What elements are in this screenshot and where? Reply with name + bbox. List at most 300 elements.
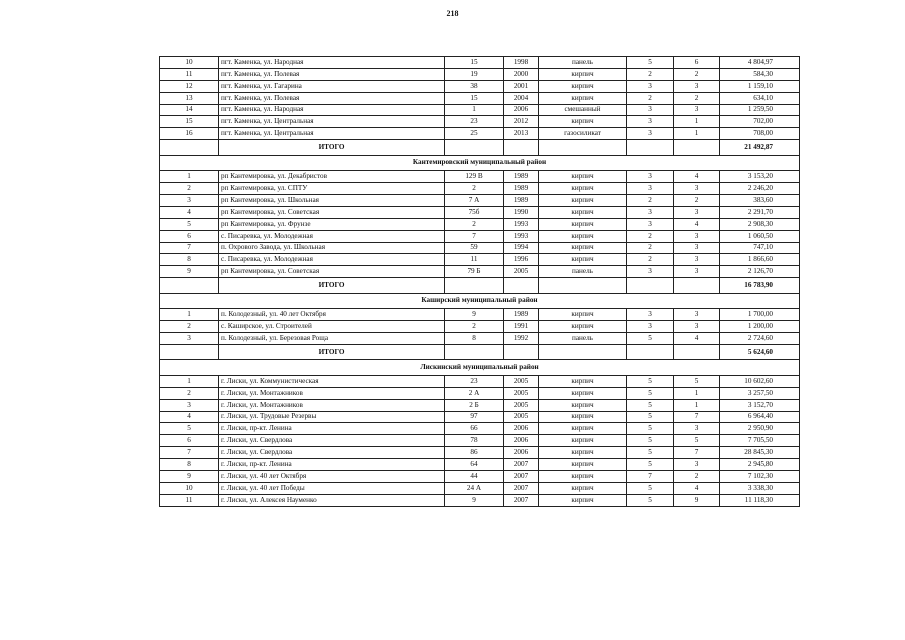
total-empty-cell (160, 344, 219, 360)
wall-material-cell: кирпич (539, 494, 627, 506)
area-cell: 1 200,00 (720, 321, 800, 333)
row-number-cell: 3 (160, 333, 219, 345)
house-number-cell: 44 (445, 471, 504, 483)
wall-material-cell: кирпич (539, 80, 627, 92)
entrances-cell: 5 (674, 375, 720, 387)
table-row (160, 411, 800, 423)
district-title: Кантемировский муниципальный район (160, 155, 800, 171)
entrances-cell: 7 (674, 411, 720, 423)
table-row (160, 309, 800, 321)
area-cell: 2 291,70 (720, 206, 800, 218)
table-row (160, 230, 800, 242)
wall-material-cell: кирпич (539, 92, 627, 104)
row-number-cell: 7 (160, 447, 219, 459)
wall-material-cell: панель (539, 57, 627, 69)
floors-cell: 3 (627, 309, 674, 321)
total-empty-cell (445, 344, 504, 360)
area-cell: 708,00 (720, 128, 800, 140)
row-number-cell: 9 (160, 266, 219, 278)
district-title: Лискинский муниципальный район (160, 360, 800, 376)
floors-cell: 3 (627, 266, 674, 278)
total-empty-cell (539, 278, 627, 294)
table-row (160, 80, 800, 92)
row-number-cell: 4 (160, 411, 219, 423)
floors-cell: 5 (627, 387, 674, 399)
address-cell: г. Лиски, ул. Монтажников (219, 387, 445, 399)
table-row (160, 423, 800, 435)
row-number-cell: 1 (160, 375, 219, 387)
year-cell: 2001 (504, 80, 539, 92)
wall-material-cell: кирпич (539, 195, 627, 207)
row-number-cell: 14 (160, 104, 219, 116)
table-row (160, 92, 800, 104)
housing-table (159, 56, 800, 507)
year-cell: 2005 (504, 387, 539, 399)
entrances-cell: 4 (674, 333, 720, 345)
entrances-cell: 1 (674, 128, 720, 140)
row-number-cell: 15 (160, 116, 219, 128)
table-row (160, 171, 800, 183)
row-number-cell: 6 (160, 230, 219, 242)
wall-material-cell: кирпич (539, 230, 627, 242)
address-cell: пгт. Каменка, ул. Полевая (219, 92, 445, 104)
row-number-cell: 1 (160, 171, 219, 183)
address-cell: г. Лиски, пр-кт. Ленина (219, 459, 445, 471)
year-cell: 2013 (504, 128, 539, 140)
floors-cell: 5 (627, 411, 674, 423)
area-cell: 1 866,60 (720, 254, 800, 266)
total-row (160, 140, 800, 156)
year-cell: 1989 (504, 195, 539, 207)
year-cell: 2006 (504, 447, 539, 459)
year-cell: 2006 (504, 423, 539, 435)
entrances-cell: 3 (674, 206, 720, 218)
row-number-cell: 3 (160, 399, 219, 411)
row-number-cell: 6 (160, 435, 219, 447)
table-row (160, 447, 800, 459)
address-cell: п. Охрового Завода, ул. Школьная (219, 242, 445, 254)
table-row (160, 435, 800, 447)
year-cell: 2004 (504, 92, 539, 104)
district-header-row (160, 293, 800, 309)
year-cell: 1989 (504, 309, 539, 321)
house-number-cell: 8 (445, 333, 504, 345)
area-cell: 3 257,50 (720, 387, 800, 399)
wall-material-cell: кирпич (539, 375, 627, 387)
table-row (160, 482, 800, 494)
year-cell: 2006 (504, 104, 539, 116)
entrances-cell: 2 (674, 471, 720, 483)
year-cell: 1998 (504, 57, 539, 69)
floors-cell: 7 (627, 471, 674, 483)
entrances-cell: 4 (674, 482, 720, 494)
floors-cell: 5 (627, 399, 674, 411)
page-number: 218 (446, 9, 459, 18)
floors-cell: 2 (627, 68, 674, 80)
year-cell: 2007 (504, 471, 539, 483)
row-number-cell: 11 (160, 68, 219, 80)
area-cell: 7 705,50 (720, 435, 800, 447)
entrances-cell: 1 (674, 399, 720, 411)
address-cell: г. Лиски, пр-кт. Ленина (219, 423, 445, 435)
total-empty-cell (160, 140, 219, 156)
house-number-cell: 2 (445, 321, 504, 333)
row-number-cell: 1 (160, 309, 219, 321)
table-row (160, 333, 800, 345)
entrances-cell: 3 (674, 104, 720, 116)
address-cell: с. Писаревка, ул. Молодежная (219, 230, 445, 242)
row-number-cell: 8 (160, 459, 219, 471)
address-cell: рп Кантемировка, ул. Советская (219, 266, 445, 278)
year-cell: 1993 (504, 218, 539, 230)
wall-material-cell: кирпич (539, 218, 627, 230)
total-empty-cell (627, 278, 674, 294)
house-number-cell: 66 (445, 423, 504, 435)
address-cell: г. Лиски, ул. Коммунистическая (219, 375, 445, 387)
table-row (160, 183, 800, 195)
house-number-cell: 129 В (445, 171, 504, 183)
wall-material-cell: кирпич (539, 242, 627, 254)
entrances-cell: 7 (674, 447, 720, 459)
house-number-cell: 2 (445, 183, 504, 195)
table-row (160, 494, 800, 506)
table-row (160, 459, 800, 471)
house-number-cell: 79 Б (445, 266, 504, 278)
wall-material-cell: кирпич (539, 171, 627, 183)
year-cell: 1989 (504, 183, 539, 195)
district-header-row (160, 155, 800, 171)
row-number-cell: 7 (160, 242, 219, 254)
year-cell: 2005 (504, 399, 539, 411)
district-title: Каширский муниципальный район (160, 293, 800, 309)
total-empty-cell (539, 344, 627, 360)
address-cell: п. Колодезный, ул. Березовая Роща (219, 333, 445, 345)
house-number-cell: 15 (445, 57, 504, 69)
floors-cell: 3 (627, 218, 674, 230)
entrances-cell: 3 (674, 183, 720, 195)
table-row (160, 68, 800, 80)
row-number-cell: 10 (160, 57, 219, 69)
year-cell: 2005 (504, 411, 539, 423)
entrances-cell: 1 (674, 116, 720, 128)
total-empty-cell (445, 278, 504, 294)
house-number-cell: 86 (445, 447, 504, 459)
floors-cell: 5 (627, 57, 674, 69)
address-cell: рп Кантемировка, ул. Декабристов (219, 171, 445, 183)
total-empty-cell (674, 140, 720, 156)
wall-material-cell: кирпич (539, 482, 627, 494)
address-cell: г. Лиски, ул. Алексея Науменко (219, 494, 445, 506)
total-empty-cell (539, 140, 627, 156)
area-cell: 2 724,60 (720, 333, 800, 345)
floors-cell: 5 (627, 447, 674, 459)
wall-material-cell: кирпич (539, 435, 627, 447)
address-cell: рп Кантемировка, ул. СПТУ (219, 183, 445, 195)
entrances-cell: 3 (674, 230, 720, 242)
table-row (160, 399, 800, 411)
address-cell: г. Лиски, ул. Монтажников (219, 399, 445, 411)
area-cell: 747,10 (720, 242, 800, 254)
year-cell: 1994 (504, 242, 539, 254)
table-row (160, 266, 800, 278)
entrances-cell: 9 (674, 494, 720, 506)
wall-material-cell: кирпич (539, 423, 627, 435)
floors-cell: 3 (627, 104, 674, 116)
total-empty-cell (504, 278, 539, 294)
floors-cell: 3 (627, 116, 674, 128)
house-number-cell: 25 (445, 128, 504, 140)
floors-cell: 5 (627, 435, 674, 447)
table-row (160, 104, 800, 116)
area-cell: 584,30 (720, 68, 800, 80)
area-cell: 2 908,30 (720, 218, 800, 230)
row-number-cell: 2 (160, 387, 219, 399)
table-row (160, 218, 800, 230)
address-cell: пгт. Каменка, ул. Центральная (219, 128, 445, 140)
area-cell: 7 102,30 (720, 471, 800, 483)
address-cell: г. Лиски, ул. Трудовые Резервы (219, 411, 445, 423)
area-cell: 3 338,30 (720, 482, 800, 494)
area-cell: 2 950,90 (720, 423, 800, 435)
address-cell: г. Лиски, ул. 40 лет Победы (219, 482, 445, 494)
house-number-cell: 7 (445, 230, 504, 242)
table-row (160, 206, 800, 218)
floors-cell: 2 (627, 195, 674, 207)
year-cell: 2007 (504, 494, 539, 506)
year-cell: 1991 (504, 321, 539, 333)
row-number-cell: 12 (160, 80, 219, 92)
area-cell: 3 153,20 (720, 171, 800, 183)
year-cell: 2000 (504, 68, 539, 80)
entrances-cell: 6 (674, 57, 720, 69)
wall-material-cell: кирпич (539, 183, 627, 195)
house-number-cell: 2 Б (445, 399, 504, 411)
wall-material-cell: кирпич (539, 447, 627, 459)
area-cell: 2 246,20 (720, 183, 800, 195)
total-value: 21 492,87 (720, 140, 800, 156)
address-cell: пгт. Каменка, ул. Центральная (219, 116, 445, 128)
area-cell: 1 259,50 (720, 104, 800, 116)
address-cell: с. Писаревка, ул. Молодежная (219, 254, 445, 266)
table-row (160, 57, 800, 69)
house-number-cell: 19 (445, 68, 504, 80)
wall-material-cell: кирпич (539, 471, 627, 483)
wall-material-cell: газосиликат (539, 128, 627, 140)
wall-material-cell: панель (539, 333, 627, 345)
floors-cell: 3 (627, 80, 674, 92)
floors-cell: 5 (627, 375, 674, 387)
floors-cell: 2 (627, 242, 674, 254)
total-empty-cell (627, 344, 674, 360)
floors-cell: 2 (627, 254, 674, 266)
table-row (160, 195, 800, 207)
total-empty-cell (674, 278, 720, 294)
address-cell: п. Колодезный, ул. 40 лет Октября (219, 309, 445, 321)
row-number-cell: 13 (160, 92, 219, 104)
table-row (160, 471, 800, 483)
row-number-cell: 4 (160, 206, 219, 218)
wall-material-cell: панель (539, 266, 627, 278)
year-cell: 1989 (504, 171, 539, 183)
year-cell: 1990 (504, 206, 539, 218)
total-value: 16 783,90 (720, 278, 800, 294)
entrances-cell: 2 (674, 195, 720, 207)
floors-cell: 5 (627, 423, 674, 435)
area-cell: 3 152,70 (720, 399, 800, 411)
area-cell: 634,10 (720, 92, 800, 104)
area-cell: 383,60 (720, 195, 800, 207)
floors-cell: 3 (627, 171, 674, 183)
wall-material-cell: кирпич (539, 309, 627, 321)
house-number-cell: 59 (445, 242, 504, 254)
entrances-cell: 5 (674, 435, 720, 447)
year-cell: 2007 (504, 482, 539, 494)
area-cell: 4 804,97 (720, 57, 800, 69)
floors-cell: 2 (627, 92, 674, 104)
total-empty-cell (504, 344, 539, 360)
area-cell: 702,00 (720, 116, 800, 128)
row-number-cell: 10 (160, 482, 219, 494)
table-row (160, 242, 800, 254)
floors-cell: 5 (627, 333, 674, 345)
total-row (160, 278, 800, 294)
house-number-cell: 23 (445, 116, 504, 128)
address-cell: рп Кантемировка, ул. Школьная (219, 195, 445, 207)
table-row (160, 375, 800, 387)
year-cell: 2007 (504, 459, 539, 471)
floors-cell: 5 (627, 482, 674, 494)
row-number-cell: 2 (160, 183, 219, 195)
year-cell: 1993 (504, 230, 539, 242)
row-number-cell: 8 (160, 254, 219, 266)
entrances-cell: 4 (674, 218, 720, 230)
floors-cell: 5 (627, 494, 674, 506)
entrances-cell: 3 (674, 459, 720, 471)
address-cell: с. Каширское, ул. Строителей (219, 321, 445, 333)
address-cell: пгт. Каменка, ул. Народная (219, 57, 445, 69)
total-empty-cell (504, 140, 539, 156)
wall-material-cell: кирпич (539, 321, 627, 333)
table-row (160, 116, 800, 128)
floors-cell: 3 (627, 206, 674, 218)
total-empty-cell (627, 140, 674, 156)
row-number-cell: 2 (160, 321, 219, 333)
address-cell: рп Кантемировка, ул. Советская (219, 206, 445, 218)
entrances-cell: 3 (674, 423, 720, 435)
total-row (160, 344, 800, 360)
entrances-cell: 2 (674, 92, 720, 104)
wall-material-cell: смешанный (539, 104, 627, 116)
area-cell: 2 126,70 (720, 266, 800, 278)
floors-cell: 3 (627, 183, 674, 195)
entrances-cell: 2 (674, 68, 720, 80)
address-cell: пгт. Каменка, ул. Полевая (219, 68, 445, 80)
entrances-cell: 3 (674, 254, 720, 266)
address-cell: г. Лиски, ул. Свердлова (219, 435, 445, 447)
year-cell: 2006 (504, 435, 539, 447)
house-number-cell: 9 (445, 494, 504, 506)
total-label: ИТОГО (219, 140, 445, 156)
total-label: ИТОГО (219, 344, 445, 360)
house-number-cell: 24 А (445, 482, 504, 494)
year-cell: 2012 (504, 116, 539, 128)
floors-cell: 3 (627, 128, 674, 140)
house-number-cell: 97 (445, 411, 504, 423)
address-cell: пгт. Каменка, ул. Гагарина (219, 80, 445, 92)
house-number-cell: 15 (445, 92, 504, 104)
row-number-cell: 11 (160, 494, 219, 506)
wall-material-cell: кирпич (539, 459, 627, 471)
house-number-cell: 75б (445, 206, 504, 218)
floors-cell: 3 (627, 321, 674, 333)
address-cell: г. Лиски, ул. Свердлова (219, 447, 445, 459)
area-cell: 2 945,80 (720, 459, 800, 471)
table-row (160, 387, 800, 399)
area-cell: 28 845,30 (720, 447, 800, 459)
area-cell: 1 060,50 (720, 230, 800, 242)
year-cell: 1992 (504, 333, 539, 345)
address-cell: г. Лиски, ул. 40 лет Октября (219, 471, 445, 483)
wall-material-cell: кирпич (539, 387, 627, 399)
house-number-cell: 64 (445, 459, 504, 471)
house-number-cell: 9 (445, 309, 504, 321)
wall-material-cell: кирпич (539, 116, 627, 128)
entrances-cell: 4 (674, 171, 720, 183)
row-number-cell: 16 (160, 128, 219, 140)
address-cell: рп Кантемировка, ул. Фрунзе (219, 218, 445, 230)
wall-material-cell: кирпич (539, 254, 627, 266)
row-number-cell: 3 (160, 195, 219, 207)
total-empty-cell (674, 344, 720, 360)
wall-material-cell: кирпич (539, 68, 627, 80)
entrances-cell: 3 (674, 242, 720, 254)
entrances-cell: 3 (674, 80, 720, 92)
table-row (160, 128, 800, 140)
row-number-cell: 5 (160, 423, 219, 435)
entrances-cell: 1 (674, 387, 720, 399)
total-empty-cell (445, 140, 504, 156)
year-cell: 1996 (504, 254, 539, 266)
area-cell: 11 118,30 (720, 494, 800, 506)
district-header-row (160, 360, 800, 376)
house-number-cell: 23 (445, 375, 504, 387)
floors-cell: 2 (627, 230, 674, 242)
row-number-cell: 9 (160, 471, 219, 483)
house-number-cell: 2 А (445, 387, 504, 399)
wall-material-cell: кирпич (539, 206, 627, 218)
house-number-cell: 1 (445, 104, 504, 116)
table-row (160, 321, 800, 333)
area-cell: 1 159,10 (720, 80, 800, 92)
row-number-cell: 5 (160, 218, 219, 230)
house-number-cell: 11 (445, 254, 504, 266)
entrances-cell: 3 (674, 309, 720, 321)
wall-material-cell: кирпич (539, 411, 627, 423)
year-cell: 2005 (504, 375, 539, 387)
total-empty-cell (160, 278, 219, 294)
house-number-cell: 2 (445, 218, 504, 230)
entrances-cell: 3 (674, 321, 720, 333)
total-label: ИТОГО (219, 278, 445, 294)
house-number-cell: 38 (445, 80, 504, 92)
area-cell: 1 700,00 (720, 309, 800, 321)
year-cell: 2005 (504, 266, 539, 278)
entrances-cell: 3 (674, 266, 720, 278)
area-cell: 10 602,60 (720, 375, 800, 387)
address-cell: пгт. Каменка, ул. Народная (219, 104, 445, 116)
table-row (160, 254, 800, 266)
total-value: 5 624,60 (720, 344, 800, 360)
